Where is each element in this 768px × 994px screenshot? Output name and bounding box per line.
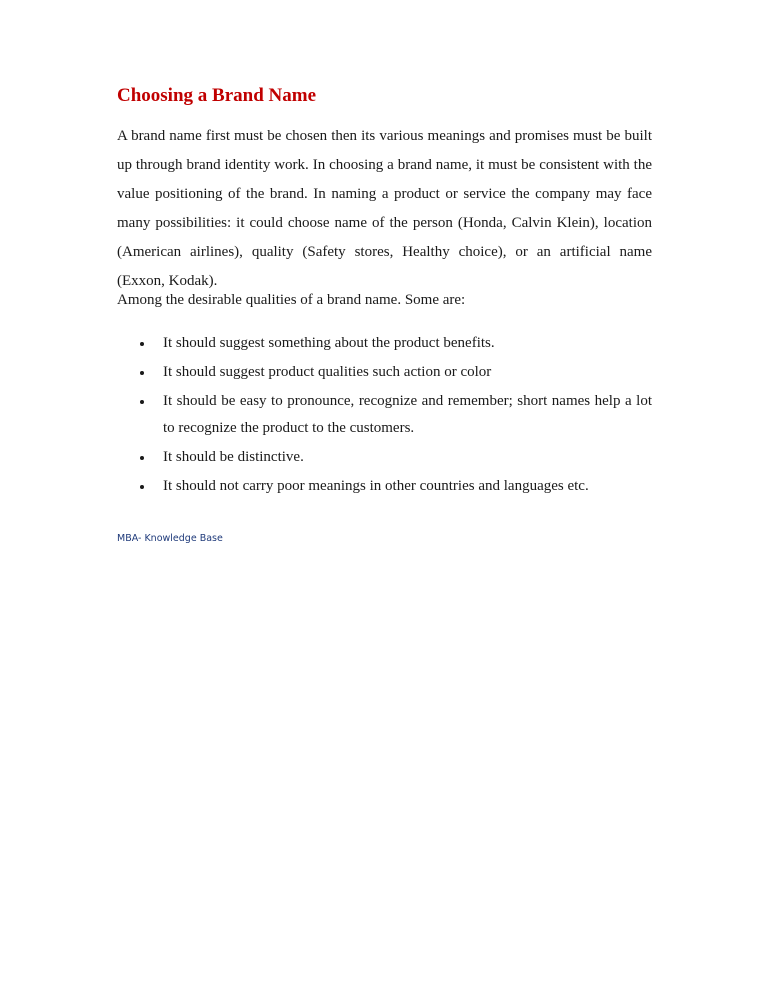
list-item — [117, 388, 652, 442]
list-item-text: It should not carry poor meanings in other countries and languages etc. — [163, 478, 589, 494]
footer-label: MBA- Knowledge Base — [117, 533, 223, 544]
bullet-icon — [140, 400, 144, 404]
list-item — [117, 330, 652, 357]
bullet-icon — [140, 485, 144, 489]
list-item — [117, 359, 652, 386]
page-title: Choosing a Brand Name — [117, 85, 316, 106]
intro-paragraph: A brand name first must be chosen then its various meanings and promises must be built up through brand identity work. In choosing a brand name, it must be consistent with the value positioning of the brand. In naming a product or service the company may face many possibilities: it could choose name of the person (Honda, Calvin Klein), location (American airlines), quality (Safety stores, Healthy choice), or an artificial name (Exxon, Kodak). — [117, 128, 652, 289]
lead-paragraph: Among the desirable qualities of a brand name. Some are: — [117, 292, 466, 308]
list-item-text: It should suggest something about the product benefits. — [163, 335, 495, 351]
list-item-text: It should suggest product qualities such action or color — [163, 364, 492, 380]
list-item-text: It should be distinctive. — [163, 449, 304, 465]
bullet-icon — [140, 456, 144, 460]
list-item — [117, 473, 652, 500]
bullet-icon — [140, 371, 144, 375]
list-item-text: It should be easy to pronounce, recognize and remember; short names help a lot to recognize the product to the customers. — [163, 393, 652, 436]
list-item — [117, 444, 652, 471]
qualities-list — [117, 330, 652, 502]
bullet-icon — [140, 342, 144, 346]
